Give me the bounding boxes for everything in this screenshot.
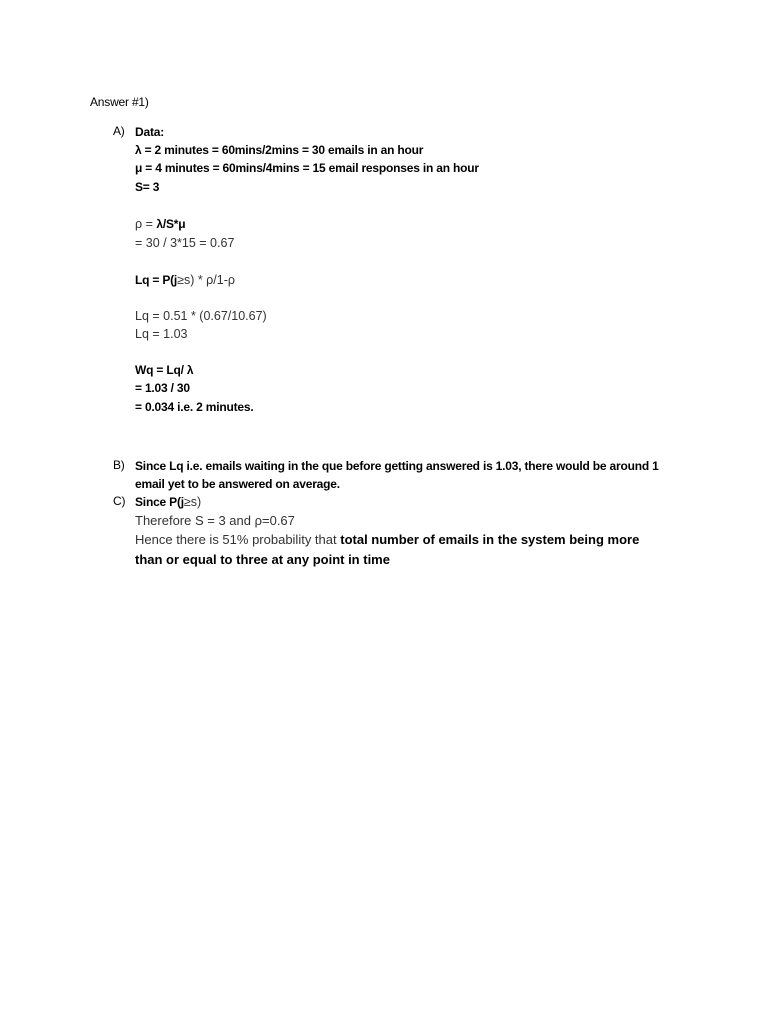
- section-c-since-line: [135, 494, 201, 510]
- last-line: than or equal to three at any point in time: [135, 552, 390, 567]
- data-label: Data:: [135, 125, 165, 139]
- lq-formula-bold: Lq = P(j: [135, 273, 178, 287]
- section-c-marker: C): [113, 494, 126, 508]
- rho-formula-line: [135, 216, 185, 232]
- lq-formula-line: [135, 272, 235, 288]
- since-rest: ≥s): [183, 495, 202, 509]
- section-b-line-1: Since Lq i.e. emails waiting in the que before getting answered is 1.03, there would be around 1: [135, 459, 659, 473]
- mu-line: μ = 4 minutes = 60mins/4mins = 15 email responses in an hour: [135, 161, 479, 175]
- rho-calc: = 30 / 3*15 = 0.67: [135, 236, 235, 250]
- section-b-marker: B): [113, 458, 125, 472]
- therefore-line: Therefore S = 3 and ρ=0.67: [135, 513, 295, 528]
- hence-regular: Hence there is 51% probability that: [135, 532, 341, 547]
- answer-heading: Answer #1): [90, 95, 149, 109]
- lq-formula-rest: ≥s) * ρ/1-ρ: [177, 273, 235, 287]
- section-b-line-2: email yet to be answered on average.: [135, 477, 340, 491]
- since-bold: Since P(j: [135, 495, 184, 509]
- wq-calc-2: = 0.034 i.e. 2 minutes.: [135, 400, 254, 414]
- s-line: S= 3: [135, 180, 160, 194]
- wq-formula: Wq = Lq/ λ: [135, 363, 194, 377]
- lq-calc-1: Lq = 0.51 * (0.67/10.67): [135, 309, 267, 323]
- hence-bold: total number of emails in the system being more: [340, 532, 640, 547]
- rho-formula: λ/S*μ: [156, 217, 186, 231]
- section-a-marker: A): [113, 124, 125, 138]
- rho-prefix: ρ =: [135, 217, 157, 231]
- lambda-line: λ = 2 minutes = 60mins/2mins = 30 emails in an hour: [135, 143, 424, 157]
- hence-line: [135, 532, 639, 548]
- wq-calc-1: = 1.03 / 30: [135, 381, 190, 395]
- lq-calc-2: Lq = 1.03: [135, 327, 188, 341]
